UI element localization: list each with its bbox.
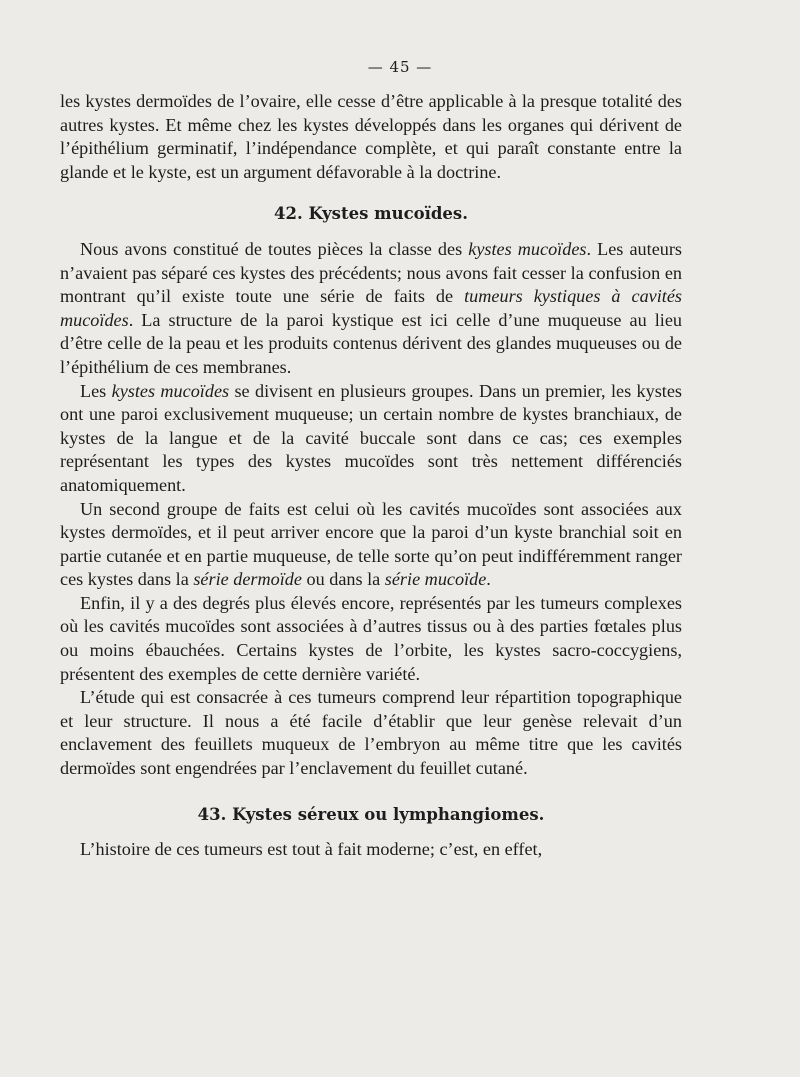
italic-term: tumeurs kystiques à cavités mucoïdes xyxy=(60,286,683,330)
italic-term: kystes mucoïdes xyxy=(111,380,230,401)
body-text xyxy=(60,90,682,862)
paragraph-mucoid-class: Nous avons constitué de toutes pièces la classe des kystes mucoïdes. Les auteurs n’avaient pas séparé ces kystes des précédents; nous avons fait cesser la confusion en montrant qu’il existe toute une série de faits de tumeurs kystiques à cavités mucoïdes. La structure de la paroi kystique est ici celle d’une muqueuse au lieu d’être celle de la peau et les produits contenus dérivent des glandes muqueuses ou de l’épithélium de ces membranes. xyxy=(60,238,683,377)
paragraph-history: L’histoire de ces tumeurs est tout à fait moderne; c’est, en effet, xyxy=(80,839,543,860)
italic-term: série mucoïde xyxy=(384,569,487,590)
italic-term: kystes mucoïdes xyxy=(468,238,587,259)
paragraph-study: L’étude qui est consacrée à ces tumeurs comprend leur répartition topographique et leur structure. Il nous a été facile d’établir que leur genèse relevait d’un enclavement des feuillets muqueux de l’embryon au même titre que les cavités dermoïdes sont engendrées par l’enclavement du feuillet cutané. xyxy=(60,687,682,779)
section-heading-43: 43. Kystes séreux ou lymphangiomes. xyxy=(197,804,545,824)
paragraph-continuation: les kystes dermoïdes de l’ovaire, elle cesse d’être applicable à la presque totalité des autres kystes. Et même chez les kystes développés dans les organes qui dérivent de l’épithélium germinatif, l’indépendance complète, et qui paraît constante entre la glande et le kyste, est un argument défavorable à la doctrine. xyxy=(60,91,682,182)
paragraph-mucoid-groups: Les kystes mucoïdes se divisent en plusieurs groupes. Dans un premier, les kystes ont une paroi exclusivement muqueuse; un certain nombre de kystes branchiaux, de kystes de la langue et de la cavité buccale sont dans ce cas; ces exemples représentant les types des kystes mucoïdes sont très nettement différenciés anatomiquement. xyxy=(60,380,682,495)
section-heading-42: 42. Kystes mucoïdes. xyxy=(274,204,468,224)
page-number: — 45 — xyxy=(367,58,433,76)
paragraph-second-group: Un second groupe de faits est celui où les cavités mucoïdes sont associées aux kystes dermoïdes, et il peut arriver encore que la paroi d’un kyste branchial soit en partie cutanée et en partie muqueuse, de telle sorte qu’on peut indifféremment ranger ces kystes dans la série dermoïde ou dans la série mucoïde. xyxy=(60,498,682,590)
italic-term: série dermoïde xyxy=(193,569,302,590)
paragraph-higher-degrees: Enfin, il y a des degrés plus élevés encore, représentés par les tumeurs complexes où les cavités mucoïdes sont associées à d’autres tissus ou à des parties fœtales plus ou moins ébauchées. Certains kystes de l’orbite, les kystes sacro-coccygiens, présentent des exemples de cette dernière variété. xyxy=(60,592,682,684)
